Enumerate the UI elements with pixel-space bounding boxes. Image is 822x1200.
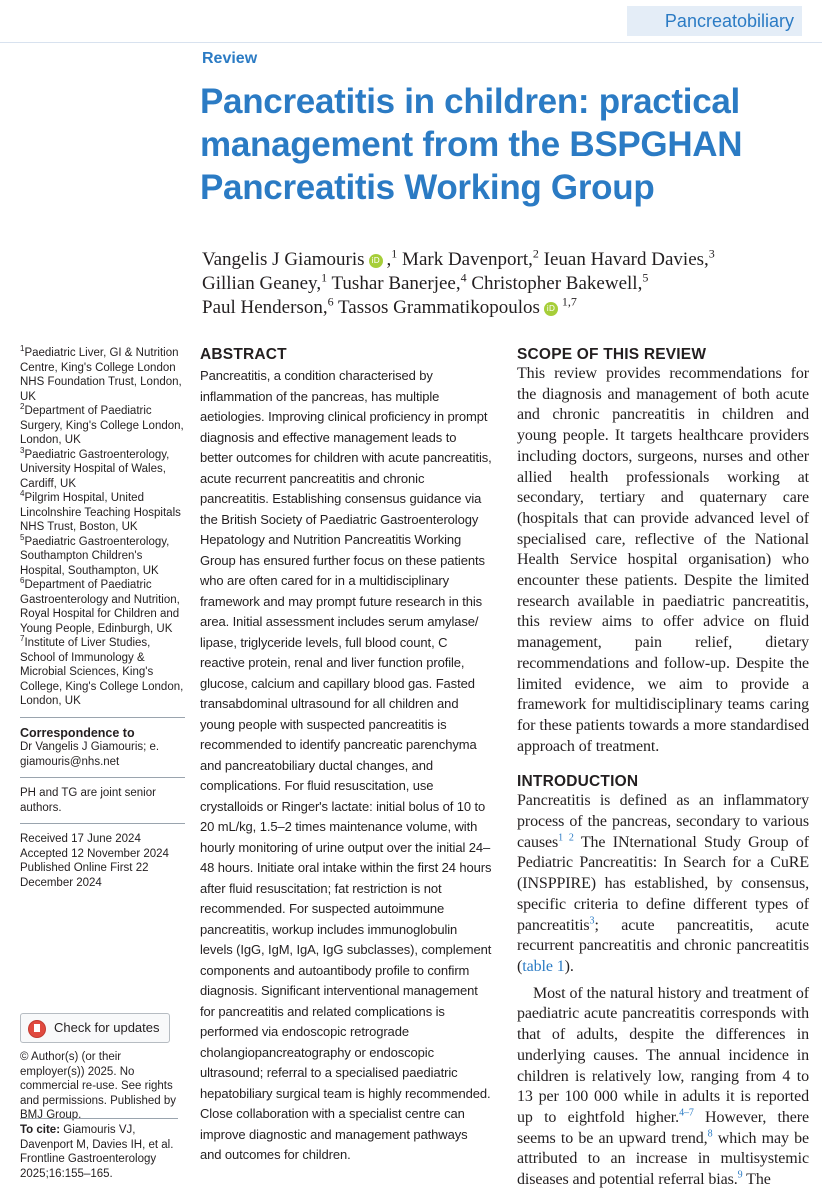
introduction-paragraph	[517, 984, 809, 1191]
citation-box	[20, 1118, 178, 1181]
introduction-paragraph	[517, 791, 809, 977]
table-link[interactable]: table 1	[522, 957, 565, 975]
text-run: Pancreatitis is defined as an inflammatory process of the pancreas, secondary to various causes	[517, 792, 809, 851]
affiliation	[20, 532, 185, 579]
top-banner	[0, 0, 822, 43]
divider	[20, 823, 185, 824]
affiliation	[20, 346, 185, 404]
author-affiliation-ref: 4	[460, 270, 467, 285]
author-affiliation-ref: 1	[321, 270, 328, 285]
affiliation-text: Paediatric Gastroenterology, Southampton Children's Hospital, Southampton, UK	[20, 535, 170, 577]
affiliation-number: 6	[20, 576, 25, 586]
affiliation-text: Department of Paediatric Gastroenterology and Nutrition, Royal Hospital for Children and Young People, Edinburgh, UK	[20, 579, 180, 635]
affiliation	[20, 491, 185, 535]
author-affiliation-ref: 2	[532, 246, 539, 261]
author-affiliation-ref: 6	[327, 294, 334, 309]
affiliation-text: Pilgrim Hospital, United Lincolnshire Teaching Hospitals NHS Trust, Boston, UK	[20, 492, 181, 533]
author-name[interactable]: Paul Henderson	[202, 297, 323, 318]
text-run: which may be attributed to an increase in multisystemic diseases and potential referral bias.	[517, 1129, 809, 1189]
affiliation-number: 1	[20, 344, 25, 354]
author-affiliation-ref: 3	[708, 246, 715, 261]
reference-link[interactable]: 8	[707, 1128, 713, 1140]
abstract-text: Pancreatitis, a condition characterised by inflammation of the pancreas, has multiple aetiologies. Improving clinical proficiency in prompt diagnosis and effective management leads to better outcomes for children with acute pancreatitis, acute recurrent pancreatitis and chronic pancreatitis. Establishing consensus guidance via the British Society of Paediatric Gastroenterology Hepatology and Nutrition Pancreatitis Working Group has ensured further focus on these patients who are often cared for in a multidisciplinary framework and may prompt future research in this area. Initial assessment includes serum amylase/ lipase, triglyceride levels, full blood count, C reactive protein, renal and liver function profile, glucose, calcium and capillary blood gas. Fasted transabdominal ultrasound for all children and young people with suspected pancreatitis is recommended to identify pancreatic parenchyma and pancreatobiliary ductal changes, and complications. For fluid resuscitation, use crystalloids or Ringer's lactate: initial bolus of 10 to 20 mL/kg, 1.5–2 times maintenance volume, with hourly monitoring of urine output over the initial 24–48 hours. Initiate oral intake within the first 24 hours after fluid resuscitation; fat restriction is not recommended. For suspected autoimmune pancreatitis, workup includes immunoglobulin levels (IgG, IgM, IgA, IgG subclasses), complement components and autoantibody profile to confirm diagnosis. Significant interventional management for pancreatitis and related complications is performed via endoscopic retrograde cholangiopancreatography or endoscopic ultrasound; referral to a specialised paediatric hepatobiliary surgical team is highly recommended. Close collaboration with a specialist centre can improve diagnostic and management pathways and outcomes for children.	[200, 368, 492, 1162]
sidebar	[20, 346, 185, 890]
author-list: Vangelis J Giamouris iD ,$^1$ Mark Davenport,$^2$ Ieuan Havard Davies,$^3$ Gillian Geaney,$^1$ Tushar Banerjee,$^4$ Christopher Bakewell,$^5$ Paul Henderson,$^6$ Tassos Grammatikopoulos iD $^{1,7}$	[202, 246, 715, 318]
affiliation-text: Institute of Liver Studies, School of Immunology & Microbial Sciences, King's College, King's College London, London, UK	[20, 637, 184, 707]
affiliation	[20, 404, 185, 448]
affiliation-number: 3	[20, 445, 25, 455]
author-name[interactable]: Tassos Grammatikopoulos	[338, 297, 540, 318]
affiliation-text: Department of Paediatric Surgery, King's College London, London, UK	[20, 405, 184, 446]
abstract-section	[200, 346, 492, 1166]
main-text-column	[517, 346, 809, 1191]
divider	[20, 777, 185, 778]
bookmark-icon	[28, 1020, 46, 1038]
published-date: Published Online First 22 December 2024	[20, 862, 149, 889]
reference-link[interactable]: 9	[737, 1169, 743, 1181]
affiliation-number: 5	[20, 532, 25, 542]
text-run: The INternational Study Group of Pediatric Pancreatitis: In Search for a CuRE (INSPPIRE) has established, by consensus, specific criteria to define different types of pancreatitis	[517, 833, 810, 934]
text-run: ).	[564, 957, 574, 975]
author-name[interactable]: Gillian Geaney	[202, 273, 317, 294]
author-affiliation-ref: 1,7	[561, 294, 577, 309]
affiliation	[20, 636, 185, 709]
author-name[interactable]: Christopher Bakewell	[471, 273, 638, 294]
author-name[interactable]: Tushar Banerjee	[331, 273, 456, 294]
author-name[interactable]: Ieuan Havard Davies	[543, 249, 705, 270]
reference-link[interactable]: 4–7	[679, 1107, 694, 1119]
affiliation	[20, 578, 185, 636]
affiliation	[20, 445, 185, 492]
accepted-date: Accepted 12 November 2024	[20, 847, 169, 860]
orcid-icon[interactable]: iD	[544, 302, 558, 316]
introduction-heading: INTRODUCTION	[517, 773, 639, 791]
affiliation-text: Paediatric Liver, GI & Nutrition Centre, King's College London NHS Foundation Trust, London, UK	[20, 347, 182, 403]
author-affiliation-ref: 5	[642, 270, 649, 285]
text-run: Most of the natural history and treatment of paediatric acute pancreatitis corresponds with that of adults, despite the differences in underlying causes. The annual incidence in children is relatively low, ranging from 4 to 13 per 100 000 while in adults it is reported up to eightfold higher.	[517, 984, 809, 1126]
check-for-updates-label: Check for updates	[54, 1020, 160, 1035]
abstract-heading: ABSTRACT	[200, 346, 287, 363]
joint-authors-note: PH and TG are joint senior authors.	[20, 787, 156, 814]
orcid-icon[interactable]: iD	[369, 254, 383, 268]
reference-link[interactable]: 3	[589, 915, 595, 927]
affiliation-number: 7	[20, 634, 25, 644]
text-run: The	[742, 1171, 771, 1189]
affiliation-number: 4	[20, 489, 25, 499]
author-name[interactable]: Mark Davenport	[402, 249, 529, 270]
affiliation-number: 2	[20, 402, 25, 412]
text-run: However, there seems to be an upward trend,	[517, 1108, 810, 1147]
author-affiliation-ref: 1	[391, 246, 398, 261]
check-for-updates-button[interactable]	[20, 1013, 170, 1043]
correspondence-heading: Correspondence to	[20, 725, 135, 740]
article-title: Pancreatitis in children: practical management from the BSPGHAN Pancreatitis Working Group	[200, 82, 743, 207]
article-type: Review	[202, 50, 258, 67]
text-run: ; acute pancreatitis, acute recurrent pancreatitis and chronic pancreatitis (	[517, 916, 809, 975]
author-name[interactable]: Vangelis J Giamouris	[202, 249, 365, 270]
cite-label: To cite:	[20, 1124, 61, 1136]
copyright-notice: © Author(s) (or their employer(s)) 2025. No commercial re-use. See rights and permissions. Published by BMJ Group.	[20, 1051, 176, 1121]
received-date: Received 17 June 2024	[20, 833, 141, 845]
affiliation-text: Paediatric Gastroenterology, University Hospital of Wales, Cardiff, UK	[20, 448, 170, 490]
reference-link[interactable]: 1 2	[558, 832, 574, 844]
scope-heading: SCOPE OF THIS REVIEW	[517, 346, 707, 363]
section-tag: Pancreatobiliary	[627, 6, 802, 36]
divider	[20, 717, 185, 718]
correspondence-text[interactable]: Dr Vangelis J Giamouris; e. giamouris@nhs.net	[20, 741, 160, 768]
scope-text: This review provides recommendations for the diagnosis and management of both acute and chronic pancreatitis in children and young people. It targets healthcare providers including doctors, surgeons, nurses and other allied health professionals working at secondary, tertiary and quaternary care (hospitals that can provide advanced level of specialised care, reflective of the National Health Service hospital organisation) who encounter these patients. Despite the limited research available in paediatric pancreatitis, this review aims to offer advice on fluid management, pain relief, dietary recommendations and follow-up. Despite the limited evidence, we aim to provide a framework for multidisciplinary teams caring for these patients towards a more standardised approach of treatment.	[517, 365, 809, 755]
cite-text: Giamouris VJ, Davenport M, Davies IH, et al. Frontline Gastroenterology 2025;16:155–165.	[20, 1124, 174, 1180]
